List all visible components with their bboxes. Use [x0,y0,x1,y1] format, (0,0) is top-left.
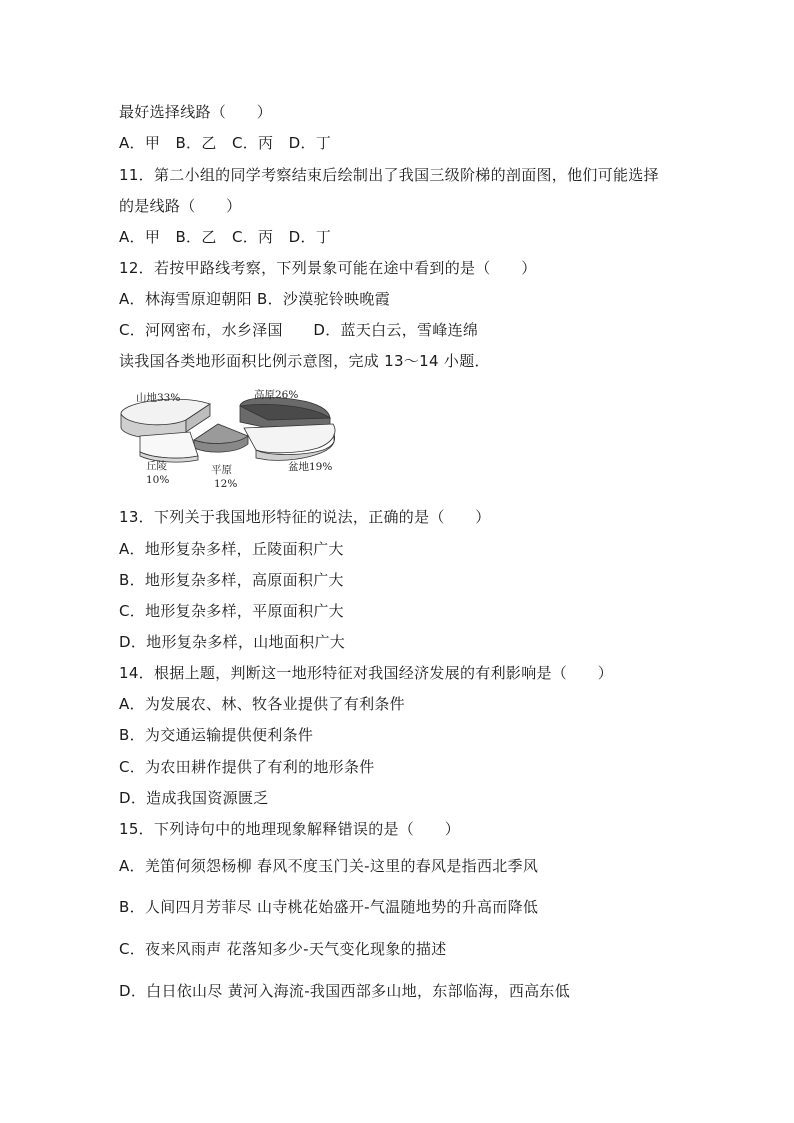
line-1: 最好选择线路（ ） [119,103,273,121]
question-15: 15．下列诗句中的地理现象解释错误的是（ ） [119,820,460,838]
slice-mountain [121,399,210,438]
option-13a: A．地形复杂多样，丘陵面积广大 [119,540,344,558]
option-15a: A．羌笛何须怨杨柳 春风不度玉门关-这里的春风是指西北季风 [119,857,539,875]
option-14b: B．为交通运输提供便利条件 [119,726,314,744]
slice-plain [194,424,248,452]
label-plateau: 高原26% [254,389,299,401]
label-hill: 丘陵 [146,460,167,472]
line-9: 读我国各类地形面积比例示意图，完成 13～14 小题． [119,352,490,370]
line-2: A．甲 B．乙 C．丙 D．丁 [119,134,332,152]
question-14: 14．根据上题，判断这一地形特征对我国经济发展的有利影响是（ ） [119,664,613,682]
label-plain-value: 12% [214,478,238,490]
option-13b: B．地形复杂多样，高原面积广大 [119,571,344,589]
option-15c: C．夜来风雨声 花落知多少-天气变化现象的描述 [119,940,447,958]
line-7: A．林海雪原迎朝阳 B．沙漠驼铃映晚霞 [119,290,391,308]
label-hill-value: 10% [146,474,170,486]
option-13d: D．地形复杂多样，山地面积广大 [119,633,346,651]
option-14a: A．为发展农、林、牧各业提供了有利条件 [119,695,405,713]
option-15d: D．白日依山尽 黄河入海流-我国西部多山地，东部临海，西高东低 [119,982,571,1000]
label-mountain: 山地33% [136,392,181,404]
slice-hill [140,432,198,462]
slice-basin [244,424,335,460]
line-5: A．甲 B．乙 C．丙 D．丁 [119,228,332,246]
question-12: 12．若按甲路线考察，下列景象可能在途中看到的是（ ） [119,259,537,277]
question-13: 13．下列关于我国地形特征的说法，正确的是（ ） [119,508,491,526]
label-basin: 盆地19% [288,461,333,473]
terrain-pie-chart [118,384,343,494]
option-14d: D．造成我国资源匮乏 [119,789,269,807]
option-15b: B．人间四月芳菲尽 山寺桃花始盛开-气温随地势的升高而降低 [119,898,539,916]
line-8: C．河网密布，水乡泽国 D．蓝天白云，雪峰连绵 [119,321,479,339]
line-4: 的是线路（ ） [119,197,242,215]
label-plain: 平原 [211,464,232,476]
question-11: 11．第二小组的同学考察结束后绘制出了我国三级阶梯的剖面图，他们可能选择 [119,166,659,184]
option-13c: C．地形复杂多样，平原面积广大 [119,602,344,620]
option-14c: C．为农田耕作提供了有利的地形条件 [119,758,375,776]
